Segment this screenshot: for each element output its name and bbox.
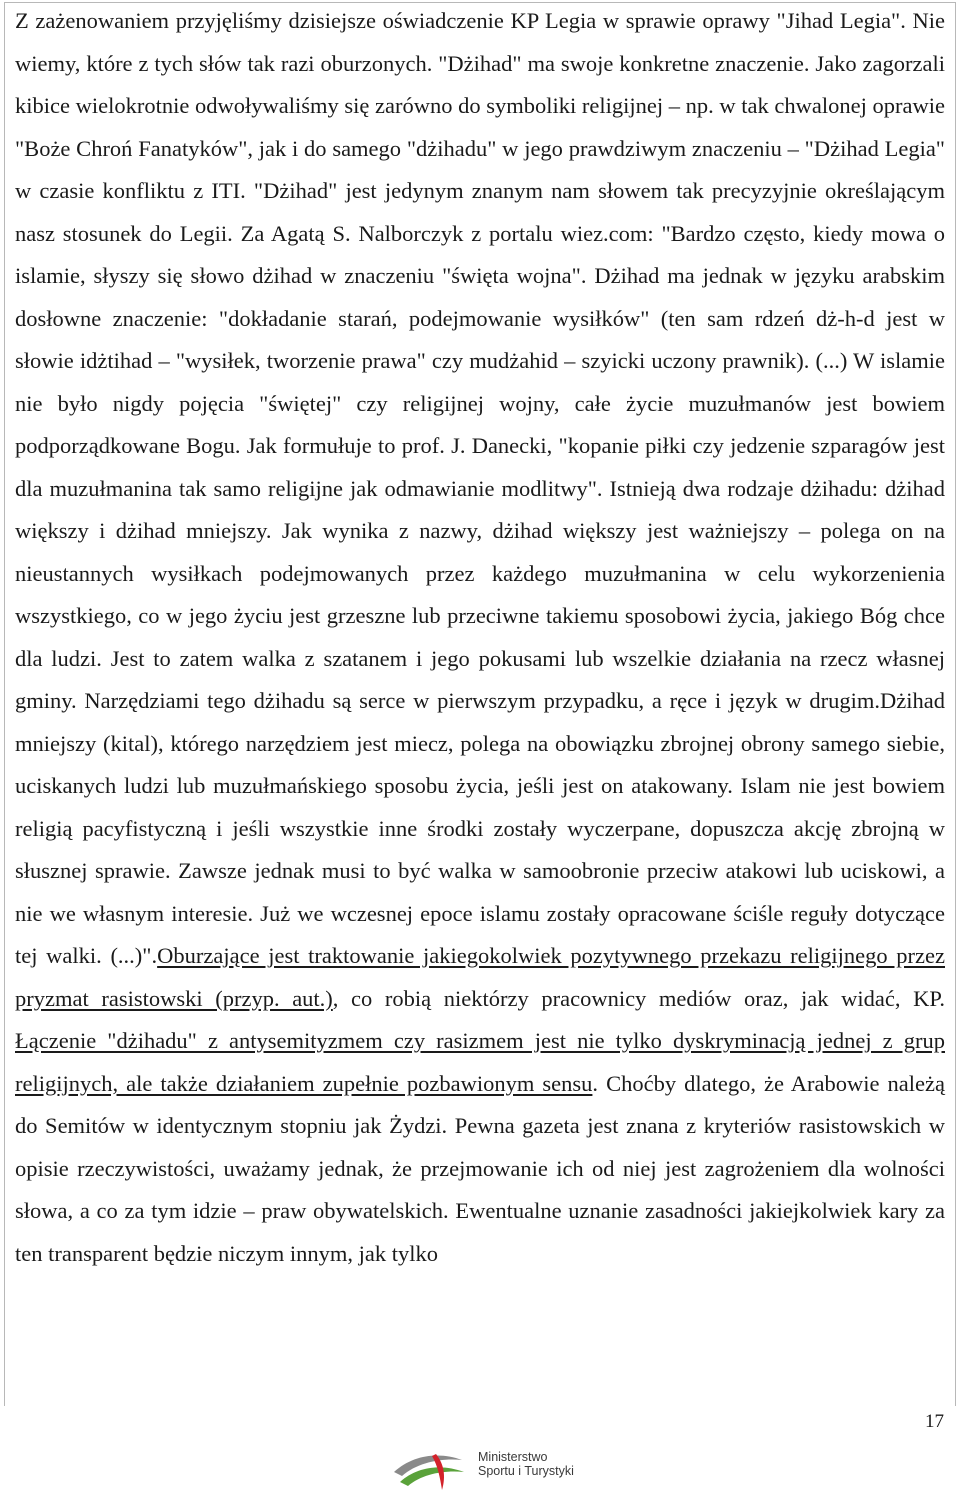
underlined-text-run: Oburzające jest traktowanie jakiegokolwiek pozytywnego przekazu religijnego przez pryzmat rasistowski (przyp. aut.) <box>15 943 945 1011</box>
logo-text <box>478 1450 574 1478</box>
text-run: Z zażenowaniem przyjęliśmy dzisiejsze oświadczenie KP Legia w sprawie oprawy "Jihad Legia". Nie wiemy, które z tych słów tak razi oburzonych. "Dżihad" ma swoje konkretne znaczenie. Jako zagorzali kibice wielokrotnie odwoływaliśmy się zarówno do symboliki religijnej – np. w tak chwalonej oprawie "Boże Chroń Fanatyków", jak i do samego "dżihadu" w jego prawdziwym znaczeniu – "Dżihad Legia" w czasie konfliktu z ITI. "Dżihad" jest jedynym znanym nam słowem tak precyzyjnie określającym nasz stosunek do Legii. Za Agatą S. Nalborczyk z portalu wiez.com: "Bardzo często, kiedy mowa o islamie, słyszy się słowo dżihad w znaczeniu "święta wojna". Dżihad ma jednak w języku arabskim dosłowne znaczenie: "dokładanie starań, podejmowanie wysiłków" (ten sam rdzeń dż-h-d jest w słowie idżtihad – "wysiłek, tworzenie prawa" czy mudżahid – szyicki uczony prawnik). (...) W islamie nie było nigdy pojęcia "świętej" czy religijnej wojny, całe życie muzułmanów jest bowiem podporządkowane Bogu. Jak formułuje to prof. J. Danecki, "kopanie piłki czy jedzenie szparagów jest dla muzułmanina tak samo religijne jak odmawianie modlitwy". Istnieją dwa rodzaje dżihadu: dżihad większy i dżihad mniejszy. Jak wynika z nazwy, dżihad większy jest ważniejszy – polega on na nieustannych wysiłkach podejmowanych przez każdego muzułmanina w celu wykorzenienia wszystkiego, co w jego życiu jest grzeszne lub przeciwne takiemu sposobowi życia, jakiego Bóg chce dla ludzi. Jest to zatem walka z szatanem i jego pokusami lub wszelkie działania na rzecz własnej gminy. Narzędziami tego dżihadu są serce w pierwszym przypadku, a ręce i język w drugim.Dżihad mniejszy (kital), którego narzędziem jest miecz, polega na obowiązku zbrojnej obrony samego siebie, uciskanych ludzi lub muzułmańskiego sposobu życia, jeśli jest on atakowany. Islam nie jest bowiem religią pacyfistyczną i jeśli wszystkie inne środki zostały wyczerpane, dopuszcza akcję zbrojną w słusznej sprawie. Zawsze jednak musi to być walka w samoobronie przeciw atakowi lub uciskowi, a nie we własnym interesie. Już we wczesnej epoce islamu zostały opracowane ściśle reguły dotyczące tej walki. (...)". <box>15 8 945 968</box>
ministry-emblem-icon <box>392 1446 470 1496</box>
text-run: . Choćby dlatego, że Arabowie należą do Semitów w identycznym stopniu jak Żydzi. Pewna gazeta jest znana z kryteriów rasistowskich w opisie rzeczywistości, uważamy jednak, że przejmowanie ich od niej jest zagrożeniem dla wolności słowa, a co za tym idzie – praw obywatelskich. Ewentualne uznanie zasadności jakiejkolwiek kary za ten transparent będzie niczym innym, jak tylko <box>15 1070 945 1266</box>
logo-line-2: Sportu i Turystyki <box>478 1464 574 1478</box>
text-run: , co robią niektórzy pracownicy mediów oraz, jak widać, KP. <box>332 985 945 1011</box>
logo-line-1: Ministerstwo <box>478 1450 548 1464</box>
ministry-logo <box>392 1446 582 1496</box>
underlined-text-run: Łączenie "dżihadu" z antysemityzmem czy rasizmem jest nie tylko dyskryminacją jednej z grup religijnych, ale także działaniem zupełnie pozbawionym sensu <box>15 1028 945 1096</box>
page-number: 17 <box>925 1411 944 1432</box>
body-paragraph <box>15 0 945 1275</box>
